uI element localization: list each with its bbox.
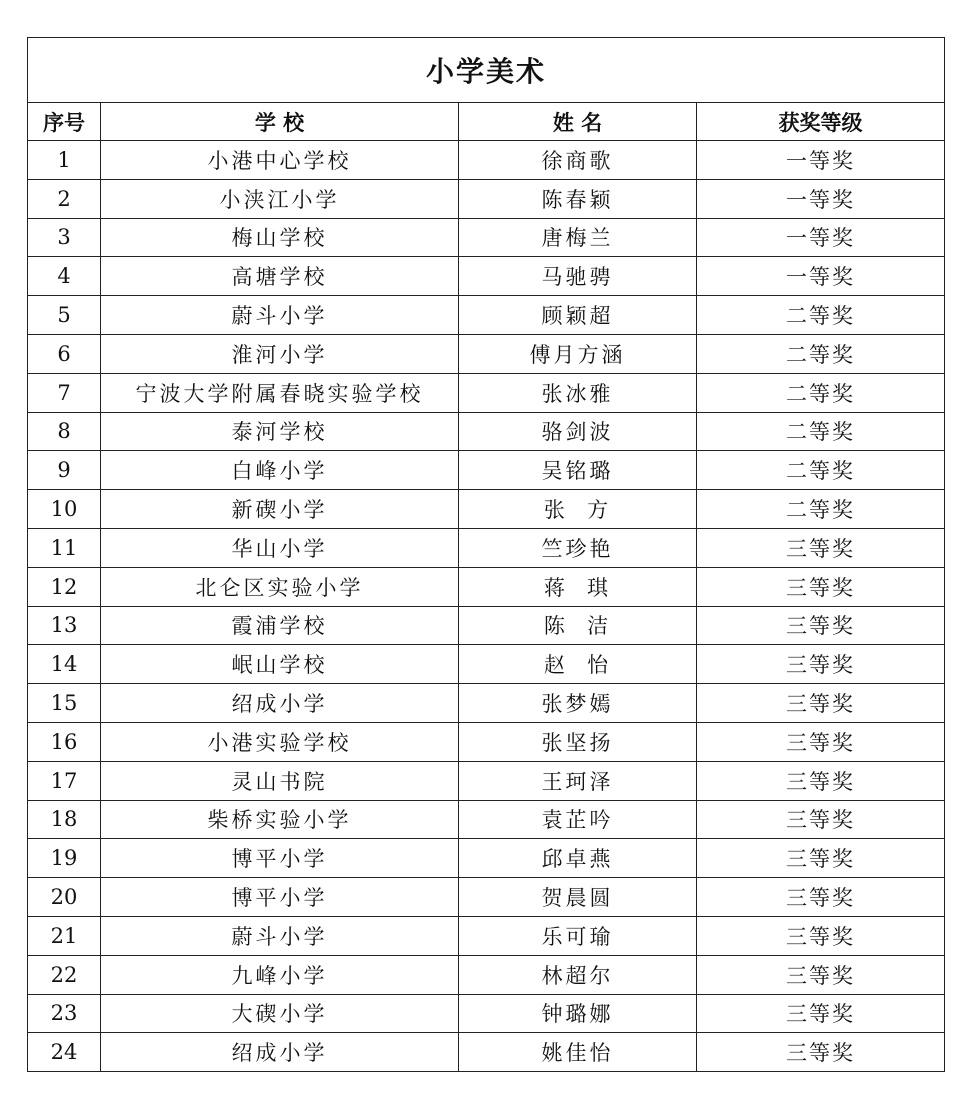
table-row: [28, 218, 945, 257]
table-row: [28, 257, 945, 296]
cell-school: 小港实验学校: [101, 722, 459, 761]
cell-index: 15: [28, 684, 101, 723]
cell-name: 骆剑波: [459, 412, 697, 451]
cell-award: 三等奖: [697, 916, 945, 955]
cell-index: 1: [28, 141, 101, 180]
cell-award: 三等奖: [697, 761, 945, 800]
table-row: [28, 684, 945, 723]
cell-name: 陈 洁: [459, 606, 697, 645]
cell-school: 博平小学: [101, 839, 459, 878]
cell-school: 梅山学校: [101, 218, 459, 257]
cell-award: 三等奖: [697, 684, 945, 723]
cell-index: 22: [28, 955, 101, 994]
cell-name: 张 方: [459, 490, 697, 529]
table-row: [28, 296, 945, 335]
cell-school: 柴桥实验小学: [101, 800, 459, 839]
cell-school: 霞浦学校: [101, 606, 459, 645]
cell-award: 一等奖: [697, 141, 945, 180]
cell-name: 陈春颖: [459, 179, 697, 218]
cell-award: 二等奖: [697, 451, 945, 490]
cell-award: 三等奖: [697, 722, 945, 761]
table-row: [28, 606, 945, 645]
cell-school: 泰河学校: [101, 412, 459, 451]
cell-award: 三等奖: [697, 1033, 945, 1072]
cell-index: 12: [28, 567, 101, 606]
cell-award: 一等奖: [697, 179, 945, 218]
cell-award: 二等奖: [697, 296, 945, 335]
table-row: [28, 916, 945, 955]
cell-award: 三等奖: [697, 839, 945, 878]
cell-name: 傅月方涵: [459, 334, 697, 373]
cell-school: 白峰小学: [101, 451, 459, 490]
cell-name: 乐可瑜: [459, 916, 697, 955]
cell-award: 一等奖: [697, 218, 945, 257]
cell-index: 13: [28, 606, 101, 645]
cell-school: 大碶小学: [101, 994, 459, 1033]
table-row: [28, 373, 945, 412]
cell-school: 博平小学: [101, 878, 459, 917]
cell-school: 蔚斗小学: [101, 916, 459, 955]
cell-award: 二等奖: [697, 334, 945, 373]
table-row: [28, 800, 945, 839]
header-name-label: 姓 名: [552, 110, 603, 135]
cell-school: 宁波大学附属春晓实验学校: [101, 373, 459, 412]
award-table: [27, 37, 945, 1072]
cell-index: 3: [28, 218, 101, 257]
table-row: [28, 878, 945, 917]
cell-award: 二等奖: [697, 373, 945, 412]
cell-index: 21: [28, 916, 101, 955]
cell-school: 小港中心学校: [101, 141, 459, 180]
cell-name: 贺晨圆: [459, 878, 697, 917]
table-row: [28, 722, 945, 761]
cell-award: 三等奖: [697, 567, 945, 606]
cell-name: 竺珍艳: [459, 528, 697, 567]
cell-award: 三等奖: [697, 606, 945, 645]
header-award: 获奖等级: [697, 103, 945, 141]
cell-school: 北仑区实验小学: [101, 567, 459, 606]
cell-index: 23: [28, 994, 101, 1033]
cell-index: 9: [28, 451, 101, 490]
cell-school: 绍成小学: [101, 684, 459, 723]
cell-name: 赵 怡: [459, 645, 697, 684]
cell-index: 18: [28, 800, 101, 839]
cell-school: 高塘学校: [101, 257, 459, 296]
cell-index: 10: [28, 490, 101, 529]
cell-index: 16: [28, 722, 101, 761]
header-row: [28, 103, 945, 141]
cell-school: 淮河小学: [101, 334, 459, 373]
cell-name: 姚佳怡: [459, 1033, 697, 1072]
cell-index: 20: [28, 878, 101, 917]
header-school: [101, 103, 459, 141]
table-title: 小学美术: [28, 38, 945, 103]
cell-index: 7: [28, 373, 101, 412]
cell-school: 岷山学校: [101, 645, 459, 684]
cell-name: 唐梅兰: [459, 218, 697, 257]
header-index: 序号: [28, 103, 101, 141]
header-name: [459, 103, 697, 141]
cell-name: 袁芷吟: [459, 800, 697, 839]
cell-award: 三等奖: [697, 955, 945, 994]
cell-index: 17: [28, 761, 101, 800]
table-row: [28, 528, 945, 567]
table-row: [28, 412, 945, 451]
cell-school: 华山小学: [101, 528, 459, 567]
cell-index: 24: [28, 1033, 101, 1072]
table-row: [28, 141, 945, 180]
cell-award: 三等奖: [697, 994, 945, 1033]
cell-name: 蒋 琪: [459, 567, 697, 606]
table-row: [28, 334, 945, 373]
cell-index: 8: [28, 412, 101, 451]
cell-award: 一等奖: [697, 257, 945, 296]
table-row: [28, 839, 945, 878]
cell-school: 九峰小学: [101, 955, 459, 994]
cell-award: 三等奖: [697, 645, 945, 684]
cell-index: 11: [28, 528, 101, 567]
cell-index: 14: [28, 645, 101, 684]
table-row: [28, 179, 945, 218]
table-row: [28, 490, 945, 529]
cell-school: 绍成小学: [101, 1033, 459, 1072]
cell-name: 张梦嫣: [459, 684, 697, 723]
cell-school: 新碶小学: [101, 490, 459, 529]
cell-name: 张坚扬: [459, 722, 697, 761]
cell-name: 张冰雅: [459, 373, 697, 412]
cell-award: 三等奖: [697, 528, 945, 567]
table-body: [28, 141, 945, 1072]
cell-award: 三等奖: [697, 878, 945, 917]
cell-school: 小浃江小学: [101, 179, 459, 218]
cell-school: 蔚斗小学: [101, 296, 459, 335]
cell-name: 吴铭璐: [459, 451, 697, 490]
cell-name: 林超尔: [459, 955, 697, 994]
cell-award: 三等奖: [697, 800, 945, 839]
table-row: [28, 994, 945, 1033]
cell-index: 5: [28, 296, 101, 335]
cell-name: 王珂泽: [459, 761, 697, 800]
cell-index: 6: [28, 334, 101, 373]
cell-award: 二等奖: [697, 412, 945, 451]
cell-index: 4: [28, 257, 101, 296]
cell-award: 二等奖: [697, 490, 945, 529]
table-row: [28, 451, 945, 490]
header-school-label: 学 校: [254, 110, 305, 135]
table-row: [28, 645, 945, 684]
title-row: [28, 38, 945, 103]
cell-name: 钟璐娜: [459, 994, 697, 1033]
table-row: [28, 761, 945, 800]
cell-name: 顾颖超: [459, 296, 697, 335]
table-row: [28, 955, 945, 994]
award-sheet: [27, 37, 944, 1072]
table-row: [28, 567, 945, 606]
cell-name: 徐商歌: [459, 141, 697, 180]
cell-name: 马驰骋: [459, 257, 697, 296]
cell-school: 灵山书院: [101, 761, 459, 800]
cell-index: 2: [28, 179, 101, 218]
cell-index: 19: [28, 839, 101, 878]
table-row: [28, 1033, 945, 1072]
cell-name: 邱卓燕: [459, 839, 697, 878]
